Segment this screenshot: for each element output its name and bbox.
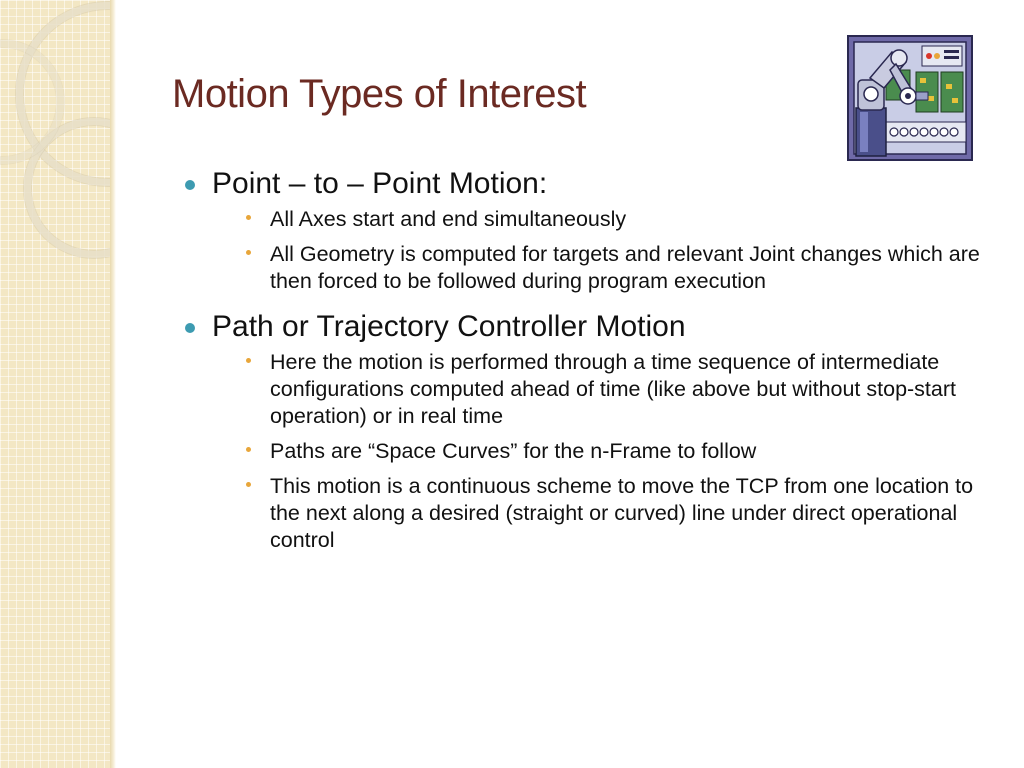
bullet-path-trajectory xyxy=(182,307,992,347)
slide-title: Motion Types of Interest xyxy=(172,72,587,116)
sub-bullet-text: This motion is a continuous scheme to move the TCP from one location to the next along a desired (straight or curved) line under direct operational control xyxy=(270,474,974,552)
sub-bullet xyxy=(270,241,992,295)
sub-bullet-icon xyxy=(246,447,251,452)
decorative-sidebar xyxy=(0,0,112,768)
sub-bullet-text: Here the motion is performed through a time sequence of intermediate configurations computed ahead of time (like above but without stop-start operation) or in real time xyxy=(270,350,956,428)
bullet-icon xyxy=(185,180,195,190)
sub-bullet-text: Paths are “Space Curves” for the n-Frame to follow xyxy=(270,439,757,463)
sub-bullet xyxy=(270,473,992,554)
sub-bullet-text: All Axes start and end simultaneously xyxy=(270,207,627,231)
sub-bullet-icon xyxy=(246,482,251,487)
bullet-point-to-point xyxy=(182,164,992,204)
sub-bullet xyxy=(270,438,992,465)
robot-arm-icon xyxy=(846,34,974,162)
sidebar-edge xyxy=(110,0,116,768)
sub-bullet xyxy=(270,349,992,430)
bullet-text: Point – to – Point Motion: xyxy=(212,167,548,200)
slide-body xyxy=(182,164,992,562)
sub-bullet-icon xyxy=(246,358,251,363)
sub-bullet xyxy=(270,206,992,233)
bullet-text: Path or Trajectory Controller Motion xyxy=(212,310,686,343)
bullet-icon xyxy=(185,323,195,333)
sub-bullet-icon xyxy=(246,250,251,255)
sub-bullet-text: All Geometry is computed for targets and relevant Joint changes which are then forced to be followed during program execution xyxy=(270,242,980,293)
sub-bullet-icon xyxy=(246,215,251,220)
